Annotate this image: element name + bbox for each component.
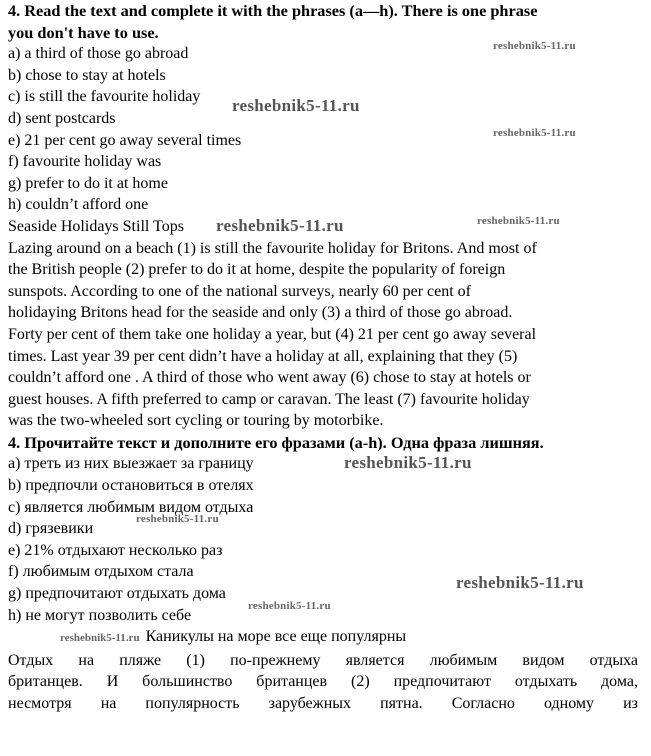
option-e-en: e) 21 per cent go away several times: [8, 131, 242, 149]
option-h-ru: h) не могут позволить себе: [8, 606, 192, 624]
option-f-en: f) favourite holiday was: [8, 153, 162, 171]
text-line-en: couldn’t afford one . A third of those who went away (6) chose to stay at hotels or: [8, 369, 531, 387]
task-heading-en-line2: you don't have to use.: [8, 22, 159, 42]
option-c-en: c) is still the favourite holiday: [8, 88, 201, 106]
text-line-ru: британцев. И большинство британцев (2) предпочитают отдыхать дома,: [8, 673, 638, 691]
text-title-en: Seaside Holidays Still Tops: [8, 217, 184, 235]
watermark: reshebnik5-11.ru: [344, 453, 472, 472]
option-f-ru: f) любимым отдыхом стала: [8, 563, 194, 581]
text-line-en: was the two-wheeled sort cycling or touring by motorbike.: [8, 412, 384, 430]
text-line-en: sunspots. According to one of the national surveys, nearly 60 per cent of: [8, 282, 471, 300]
option-g-en: g) prefer to do it at home: [8, 174, 168, 192]
text-body-en: [8, 238, 638, 432]
text-title-ru-row: [8, 626, 638, 650]
task-heading-ru: 4. Прочитайте текст и дополните его фразами (a-h). Одна фраза лишняя.: [8, 432, 544, 452]
watermark: reshebnik5-11.ru: [456, 573, 584, 592]
watermark: reshebnik5-11.ru: [216, 216, 344, 235]
watermark: reshebnik5-11.ru: [248, 600, 331, 612]
text-body-ru: [8, 650, 638, 715]
option-g-ru: g) предпочитают отдыхать дома: [8, 585, 226, 603]
option-e-ru: e) 21% отдыхают несколько раз: [8, 541, 223, 559]
text-title-ru: Каникулы на море все еще популярны: [145, 628, 407, 646]
text-line-en: Forty per cent of them take one holiday a year, but (4) 21 per cent go away several: [8, 325, 537, 343]
watermark: reshebnik5-11.ru: [493, 127, 576, 139]
watermark: reshebnik5-11.ru: [477, 215, 560, 227]
text-line-ru: несмотря на популярность зарубежных пятна. Согласно одному из: [8, 695, 638, 712]
option-h-en: h) couldn’t afford one: [8, 196, 149, 214]
task-heading-en-line1: 4. Read the text and complete it with the phrases (a—h). There is one phrase: [8, 1, 538, 20]
text-line-en: Lazing around on a beach (1) is still the favourite holiday for Britons. And most of: [8, 239, 537, 257]
option-d-ru: d) грязевики: [8, 520, 94, 538]
option-d-en: d) sent postcards: [8, 109, 116, 127]
option-b-ru: b) предпочли остановиться в отелях: [8, 477, 254, 495]
text-line-ru: Отдых на пляже (1) по-прежнему является любимым видом отдыха: [8, 651, 638, 669]
watermark: reshebnik5-11.ru: [232, 96, 360, 115]
option-a-en: a) a third of those go abroad: [8, 45, 189, 63]
text-line-en: guest houses. A fifth preferred to camp or caravan. The least (7) favourite holiday: [8, 390, 530, 408]
option-c-ru: c) является любимым видом отдыха: [8, 498, 254, 516]
text-line-en: times. Last year 39 per cent didn’t have a holiday at all, explaining that they (5): [8, 347, 518, 365]
watermark: reshebnik5-11.ru: [493, 40, 576, 52]
watermark: reshebnik5-11.ru: [60, 632, 140, 645]
text-line-en: the British people (2) prefer to do it at home, despite the popularity of foreign: [8, 261, 506, 279]
text-line-en: holidaying Britons head for the seaside and only (3) a third of those go abroad.: [8, 304, 513, 322]
watermark: reshebnik5-11.ru: [136, 513, 219, 525]
option-b-en: b) chose to stay at hotels: [8, 66, 166, 84]
option-a-ru: a) треть из них выезжает за границу: [8, 455, 254, 473]
